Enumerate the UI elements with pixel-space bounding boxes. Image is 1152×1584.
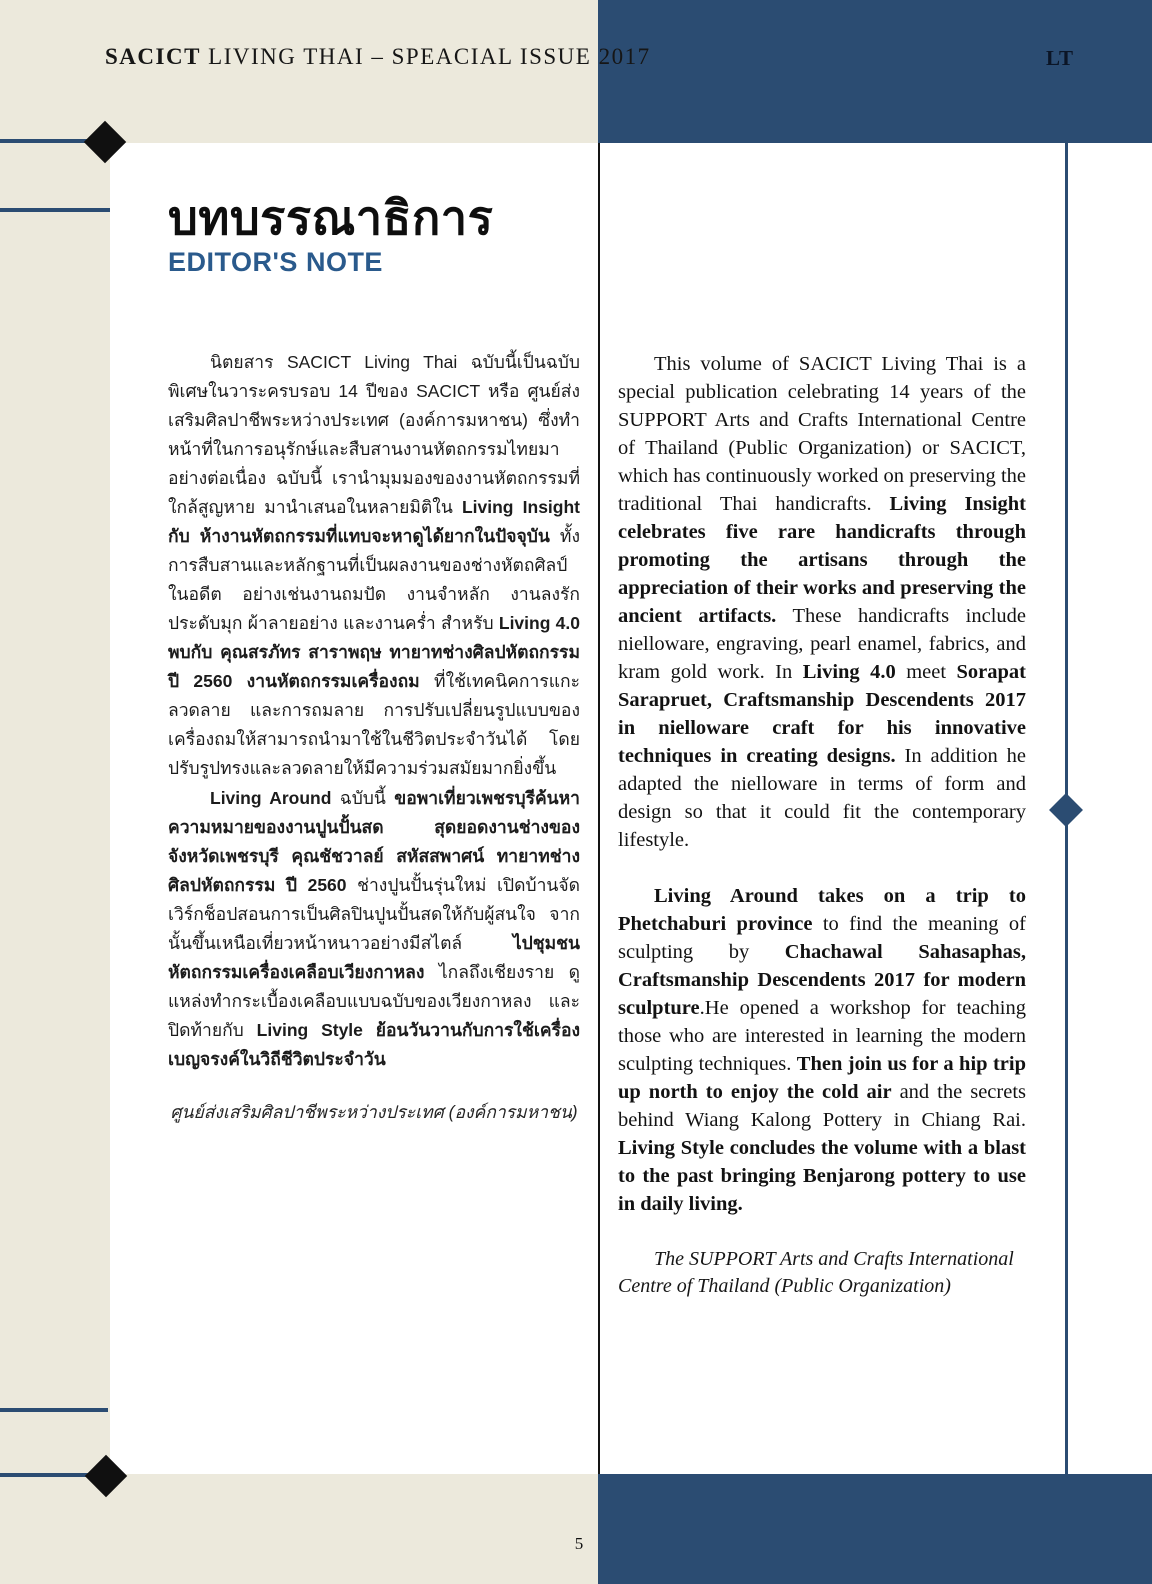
left-rule-top-1 — [0, 139, 92, 143]
left-rule-bottom-2 — [0, 1473, 92, 1477]
thai-signature: ศูนย์ส่งเสริมศิลปาชีพระหว่างประเทศ (องค์การมหาชน) — [170, 1102, 578, 1122]
page-title-thai: บทบรรณาธิการ — [168, 191, 494, 244]
left-rule-bottom-1 — [0, 1408, 108, 1412]
corner-logo: LT — [1045, 46, 1075, 70]
title-block — [168, 192, 493, 278]
english-paragraph: This volume of SACICT Living Thai is a special publication celebrating 14 years of the SUPPORT Arts and Crafts International Centre of Thailand (Public Organization) or SACICT, which has continuously worked on preserving the traditional Thai handicrafts. Living Insight celebrates five rare handicrafts through promoting the artisans through the appreciation of their works and preserving the ancient artifacts. These handicrafts include nielloware, engraving, pearl enamel, fabrics, and kram gold work. In Living 4.0 meet Sorapat Sarapruet, Craftsmanship Descendents 2017 in nielloware craft for his innovative techniques in creating designs. In addition he adapted the nielloware in terms of form and design so that it could fit the contemporary lifestyle. — [618, 353, 1026, 851]
english-paragraph: Living Around takes on a trip to Phetchaburi province to find the meaning of sculpting by Chachawal Sahasaphas, Craftsmanship Descendents 2017 for modern sculpture.He opened a workshop for teaching those who are interested in learning the modern sculpting techniques. Then join us for a hip trip up north to enjoy the cold air and the secrets behind Wiang Kalong Pottery in Chiang Rai. Living Style concludes the volume with a blast to the past bringing Benjarong pottery to use in daily living. — [618, 885, 1027, 1215]
bottom-blue-band — [598, 1474, 1152, 1584]
thai-paragraph: Living Around ฉบับนี้ ขอพาเที่ยวเพชรบุรีค้นหาความหมายของงานปูนปั้นสด สุดยอดงานช่างของจังหวัดเพชรบุรี คุณชัชวาลย์ สหัสสพาศน์ ทายาทช่างศิลปหัตถกรรม ปี 2560 ช่างปูนปั้นรุ่นใหม่ เปิดบ้านจัดเวิร์กช็อปสอนการเป็นศิลปินปูนปั้นสดให้กับผู้สนใจ จากนั้นขึ้นเหนือเที่ยวหน้าหนาวอย่างมีสไตล์ ไปชุมชนหัตถกรรมเครื่องเคลือบเวียงกาหลง ไกลถึงเชียงราย ดูแหล่งทำกระเบื้องเคลือบแบบฉบับของเวียงกาหลง และปิดท้ายกับ Living Style ย้อนวันวานกับการใช้เครื่องเบญจรงค์ในวิถีชีวิตประจำวัน — [168, 788, 581, 1069]
english-column — [618, 350, 1026, 1300]
top-blue-band — [598, 0, 1152, 143]
thai-paragraph: นิตยสาร SACICT Living Thai ฉบับนี้เป็นฉบับพิเศษในวาระครบรอบ 14 ปีของ SACICT หรือ ศูนย์ส่งเสริมศิลปาชีพระหว่างประเทศ (องค์การมหาชน) ซึ่งทำหน้าที่ในการอนุรักษ์และสืบสานงานหัตถกรรมไทยมาอย่างต่อเนื่อง ฉบับนี้ เรานำมุมมองของงานหัตถกรรมที่ใกล้สูญหาย มานำเสนอในหลายมิติใน Living Insight กับ ห้างานหัตถกรรมที่แทบจะหาดูได้ยากในปัจจุบัน ทั้งการสืบสานและหลักฐานที่เป็นผลงานของช่างหัตถศิลป์ในอดีต อย่างเช่นงานถมปัด งานจำหลัก งานลงรักประดับมุก ผ้าลายอย่าง และงานคร่ำ สำหรับ Living 4.0 พบกับ คุณสรภัทร สาราพฤษ ทายาทช่างศิลปหัตถกรรม ปี 2560 งานหัตถกรรมเครื่องถม ที่ใช้เทคนิคการแกะลวดลาย และการถมลาย การปรับเปลี่ยนรูปแบบของเครื่องถมให้สามารถนำมาใช้ในชีวิตประจำวันได้ โดยปรับรูปทรงและลวดลายให้มีความร่วมสมัยมากยิ่งขึ้น — [168, 352, 581, 778]
column-divider-line — [598, 143, 600, 1474]
thai-column — [168, 348, 580, 1127]
running-header: SACICT LIVING THAI – SPEACIAL ISSUE 2017 — [105, 44, 651, 69]
left-rule-top-2 — [0, 208, 110, 212]
page-title-english: EDITOR'S NOTE — [168, 246, 383, 277]
page-number: 5 — [574, 1534, 584, 1553]
english-signature: The SUPPORT Arts and Crafts International Centre of Thailand (Public Organization) — [618, 1248, 1014, 1297]
